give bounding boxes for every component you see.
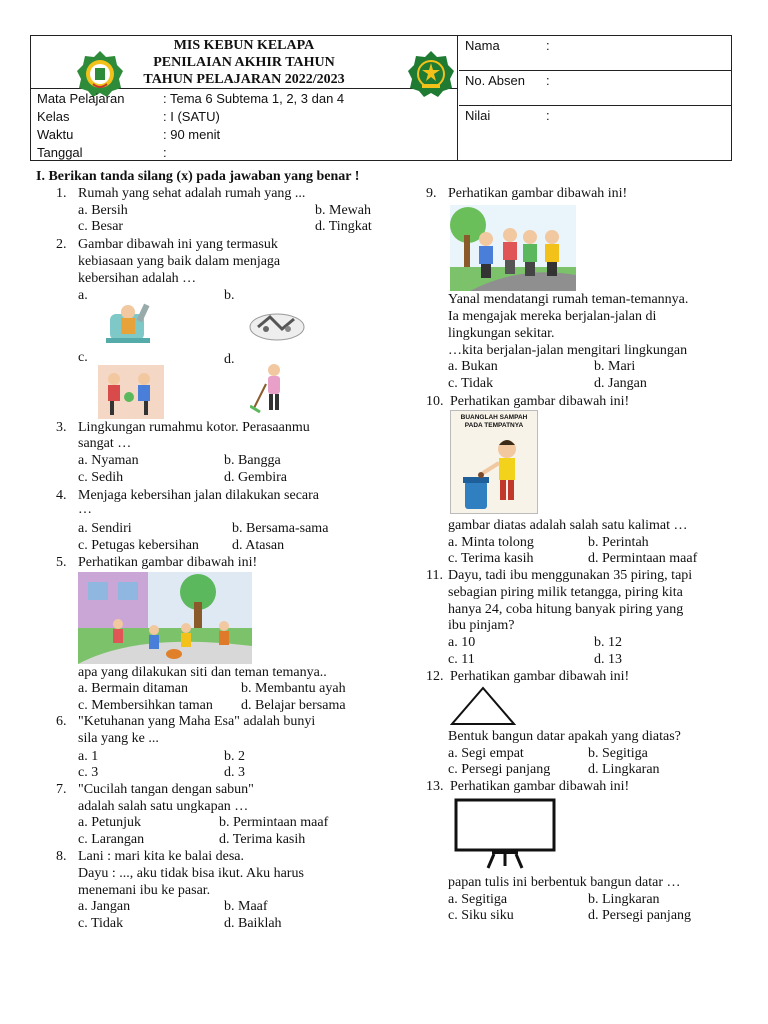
q7-option-a[interactable]: a. Petunjuk: [78, 815, 141, 830]
q7-number: 7.: [56, 782, 67, 797]
q3-option-a[interactable]: a. Nyaman: [78, 453, 139, 468]
q5-text: Perhatikan gambar dibawah ini!: [78, 555, 258, 570]
q13-whiteboard-picture: [454, 798, 556, 870]
section-title: I. Berikan tanda silang (x) pada jawaban yang benar !: [36, 169, 360, 184]
name-field[interactable]: Nama :: [459, 36, 732, 71]
q9-option-c[interactable]: c. Tidak: [448, 376, 494, 391]
q8-option-c[interactable]: c. Tidak: [78, 916, 124, 931]
q11-line-3: hanya 24, coba hitung banyak piring yang: [448, 602, 684, 617]
q6-line-1: "Ketuhanan yang Maha Esa" adalah bunyi: [78, 714, 316, 729]
q1-number: 1.: [56, 186, 67, 201]
q12-caption: Bentuk bangun datar apakah yang diatas?: [448, 729, 681, 744]
q4-line-2: …: [78, 502, 92, 517]
q10-caption: gambar diatas adalah salah satu kalimat …: [448, 518, 688, 533]
q12-number: 12.: [426, 669, 444, 684]
q9-line-2: Ia mengajak mereka berjalan-jalan di: [448, 309, 657, 324]
q13-caption: papan tulis ini berbentuk bangun datar …: [448, 875, 681, 890]
q2-picture-d: [250, 362, 290, 414]
q4-option-b[interactable]: b. Bersama-sama: [232, 521, 329, 536]
q11-option-a[interactable]: a. 10: [448, 635, 476, 650]
q7-option-b[interactable]: b. Permintaan maaf: [219, 815, 329, 830]
q5-option-a[interactable]: a. Bermain ditaman: [78, 681, 189, 696]
q13-text: Perhatikan gambar dibawah ini!: [450, 779, 630, 794]
q13-option-c[interactable]: c. Siku siku: [448, 908, 514, 923]
q8-option-b[interactable]: b. Maaf: [224, 899, 268, 914]
q6-line-2: sila yang ke ...: [78, 731, 159, 746]
q4-option-c[interactable]: c. Petugas kebersihan: [78, 538, 199, 553]
q10-option-b[interactable]: b. Perintah: [588, 535, 649, 550]
q11-line-4: ibu pinjam?: [448, 618, 515, 633]
q12-option-c[interactable]: c. Persegi panjang: [448, 762, 551, 777]
q13-option-a[interactable]: a. Segitiga: [448, 892, 508, 907]
q6-option-d[interactable]: d. 3: [224, 765, 245, 780]
kemenag-logo-icon: [407, 50, 455, 98]
q9-friends-picture: [450, 205, 576, 291]
q4-line-1: Menjaga kebersihan jalan dilakukan secara: [78, 488, 320, 503]
q10-trash-scene: [455, 435, 535, 511]
q9-line-1: Yanal mendatangi rumah teman-temannya.: [448, 292, 689, 307]
q2-number: 2.: [56, 237, 67, 252]
q10-option-d[interactable]: d. Permintaan maaf: [588, 551, 698, 566]
q5-garden-picture: [78, 572, 252, 664]
absen-field[interactable]: No. Absen :: [459, 71, 732, 106]
q8-line-1: Lani : mari kita ke balai desa.: [78, 849, 244, 864]
q6-number: 6.: [56, 714, 67, 729]
school-year: TAHUN PELAJARAN 2022/2023: [143, 72, 345, 87]
q6-option-c[interactable]: c. 3: [78, 765, 99, 780]
q9-option-a[interactable]: a. Bukan: [448, 359, 498, 374]
q9-number: 9.: [426, 186, 437, 201]
q2-line-3: kebersihan adalah …: [78, 271, 197, 286]
q3-number: 3.: [56, 420, 67, 435]
q7-line-2: adalah salah satu ungkapan …: [78, 799, 249, 814]
exam-name: PENILAIAN AKHIR TAHUN: [153, 55, 335, 70]
q1-option-c[interactable]: c. Besar: [78, 219, 124, 234]
q2-picture-b: [248, 305, 306, 343]
q10-option-a[interactable]: a. Minta tolong: [448, 535, 534, 550]
q2-option-a[interactable]: a.: [78, 288, 88, 303]
q1-option-a[interactable]: a. Bersih: [78, 203, 128, 218]
q2-option-b[interactable]: b.: [224, 288, 235, 303]
q1-text: Rumah yang sehat adalah rumah yang ...: [78, 186, 306, 201]
q3-option-d[interactable]: d. Gembira: [224, 470, 287, 485]
q3-option-c[interactable]: c. Sedih: [78, 470, 124, 485]
q8-line-2: Dayu : ..., aku tidak bisa ikut. Aku harus: [78, 866, 304, 881]
q12-option-d[interactable]: d. Lingkaran: [588, 762, 660, 777]
q3-option-b[interactable]: b. Bangga: [224, 453, 281, 468]
q11-number: 11.: [426, 568, 443, 583]
q5-option-c[interactable]: c. Membersihkan taman: [78, 698, 213, 713]
q2-option-d[interactable]: d.: [224, 352, 235, 367]
q8-number: 8.: [56, 849, 67, 864]
q13-option-d[interactable]: d. Persegi panjang: [588, 908, 692, 923]
q9-option-b[interactable]: b. Mari: [594, 359, 636, 374]
q10-text: Perhatikan gambar dibawah ini!: [450, 394, 630, 409]
q4-option-d[interactable]: d. Atasan: [232, 538, 285, 553]
score-field[interactable]: Nilai :: [465, 108, 550, 123]
school-name: MIS KEBUN KELAPA: [173, 38, 315, 53]
q4-option-a[interactable]: a. Sendiri: [78, 521, 132, 536]
q2-picture-c: [98, 365, 164, 419]
q11-line-2: sebagian piring milik tetangga, piring kita: [448, 585, 683, 600]
q8-option-d[interactable]: d. Baiklah: [224, 916, 282, 931]
q2-picture-a: [102, 300, 154, 346]
q10-option-c[interactable]: c. Terima kasih: [448, 551, 534, 566]
q10-poster-title: BUANGLAH SAMPAH PADA TEMPATNYA: [460, 414, 528, 429]
q3-line-2: sangat …: [78, 436, 132, 451]
q5-option-b[interactable]: b. Membantu ayah: [241, 681, 346, 696]
q11-option-b[interactable]: b. 12: [594, 635, 622, 650]
q12-option-b[interactable]: b. Segitiga: [588, 746, 648, 761]
q4-number: 4.: [56, 488, 67, 503]
q11-line-1: Dayu, tadi ibu menggunakan 35 piring, tapi: [448, 568, 693, 583]
q7-option-d[interactable]: d. Terima kasih: [219, 832, 306, 847]
exam-header: [30, 35, 732, 161]
q10-poster-picture: [450, 410, 538, 514]
q3-line-1: Lingkungan rumahmu kotor. Perasaanmu: [78, 420, 310, 435]
q12-option-a[interactable]: a. Segi empat: [448, 746, 524, 761]
q9-line-4: …kita berjalan-jalan mengitari lingkungan: [448, 343, 688, 358]
q5-number: 5.: [56, 555, 67, 570]
q13-option-b[interactable]: b. Lingkaran: [588, 892, 660, 907]
q2-line-2: kebiasaan yang baik dalam menjaga: [78, 254, 281, 269]
q5-option-d[interactable]: d. Belajar bersama: [241, 698, 346, 713]
header-left: MIS KEBUN KELAPA PENILAIAN AKHIR TAHUN TAHUN PELAJARAN 2022/2023 Mata Pelajaran : Tema 6 Subtema 1, 2, 3 dan 4 Kelas : I (SATU) Waktu : 90 menit Tanggal :: [31, 36, 458, 160]
q9-line-3: lingkungan sekitar.: [448, 326, 555, 341]
q7-option-c[interactable]: c. Larangan: [78, 832, 145, 847]
q8-option-a[interactable]: a. Jangan: [78, 899, 131, 914]
q10-number: 10.: [426, 394, 444, 409]
q13-number: 13.: [426, 779, 444, 794]
q11-option-c[interactable]: c. 11: [448, 652, 475, 667]
q12-text: Perhatikan gambar dibawah ini!: [450, 669, 630, 684]
q8-line-3: menemani ibu ke pasar.: [78, 883, 211, 898]
q9-option-d[interactable]: d. Jangan: [594, 376, 647, 391]
q9-text: Perhatikan gambar dibawah ini!: [448, 186, 628, 201]
q1-option-b[interactable]: b. Mewah: [315, 203, 371, 218]
q6-option-b[interactable]: b. 2: [224, 749, 245, 764]
q11-option-d[interactable]: d. 13: [594, 652, 622, 667]
q12-triangle-picture: [450, 686, 516, 726]
q7-line-1: "Cucilah tangan dengan sabun": [78, 782, 254, 797]
q5-caption: apa yang dilakukan siti dan teman temanya..: [78, 665, 327, 680]
q1-option-d[interactable]: d. Tingkat: [315, 219, 372, 234]
q2-line-1: Gambar dibawah ini yang termasuk: [78, 237, 278, 252]
q6-option-a[interactable]: a. 1: [78, 749, 99, 764]
q2-option-c[interactable]: c.: [78, 350, 88, 365]
